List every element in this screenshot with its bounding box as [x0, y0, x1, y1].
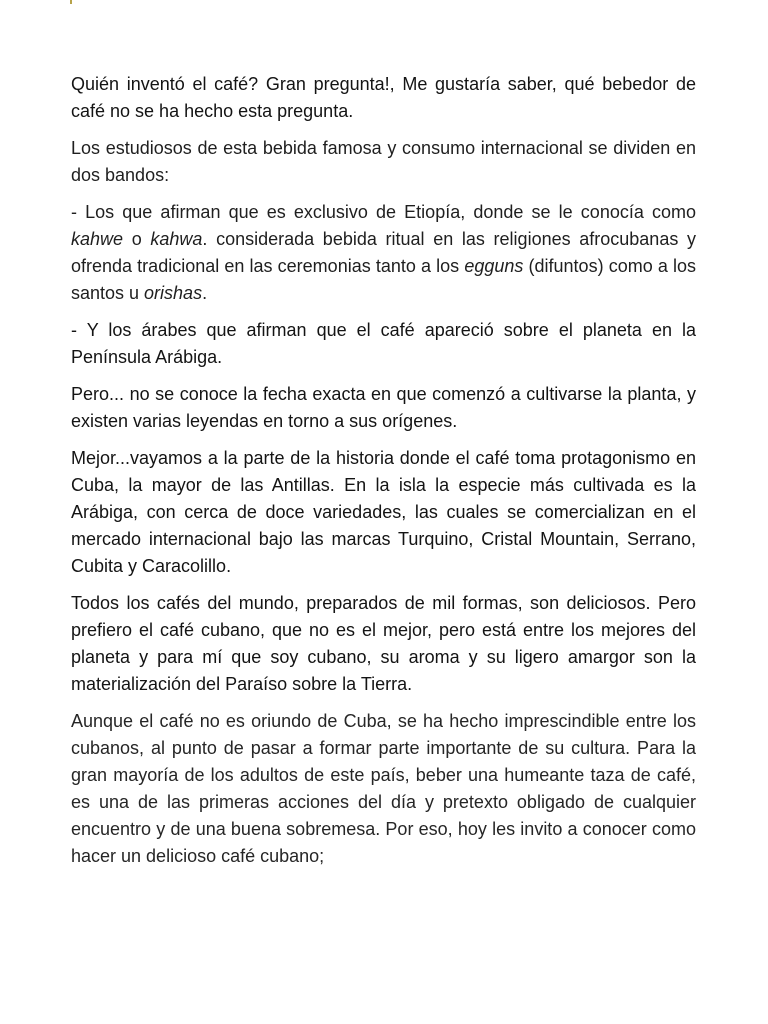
- term-kahwa: kahwa: [150, 229, 203, 249]
- paragraph-arabs: - Y los árabes que afirman que el café apareció sobre el planeta en la Península Arábiga.: [71, 320, 696, 367]
- ethiopia-text-4: (difuntos) como a los santos u: [71, 256, 697, 303]
- paragraph-two-groups: Los estudiosos de esta bebida famosa y consumo internacional se dividen en dos bandos:: [71, 138, 696, 185]
- paragraph-intro-question: Quién inventó el café? Gran pregunta!, Me gustaría saber, qué bebedor de café no se ha hecho esta pregunta.: [71, 74, 696, 121]
- ethiopia-text-2: o: [123, 229, 151, 249]
- paragraph-culture: Aunque el café no es oriundo de Cuba, se ha hecho imprescindible entre los cubanos, al punto de pasar a formar parte importante de su cultura. Para la gran mayoría de los adultos de este país, beber una humeante taza de café, es una de las primeras acciones del día y pretexto obligado de cualquier encuentro y de una buena sobremesa. Por eso, hoy les invito a conocer como hacer un delicioso café cubano;: [71, 711, 696, 866]
- page-corner-mark: [70, 0, 72, 4]
- paragraph-ethiopia: [71, 199, 696, 307]
- ethiopia-text-5: .: [202, 283, 208, 303]
- paragraph-cuba-history: Mejor...vayamos a la parte de la historia donde el café toma protagonismo en Cuba, la mayor de las Antillas. En la isla la especie más cultivada es la Arábiga, con cerca de doce variedades, las cuales se comercializan en el mercado internacional bajo las marcas Turquino, Cristal Mountain, Serrano, Cubita y Caracolillo.: [71, 448, 696, 576]
- ethiopia-text-1: - Los que afirman que es exclusivo de Etiopía, donde se le conocía como: [71, 202, 696, 222]
- term-orishas: orishas: [144, 283, 203, 303]
- term-egguns: egguns: [464, 256, 524, 276]
- paragraph-cuban-coffee: Todos los cafés del mundo, preparados de mil formas, son deliciosos. Pero prefiero el café cubano, que no es el mejor, pero está entre los mejores del planeta y para mí que soy cubano, su aroma y su ligero amargor son la materialización del Paraíso sobre la Tierra.: [71, 593, 696, 694]
- article-body: [71, 71, 696, 880]
- paragraph-unknown-origin: Pero... no se conoce la fecha exacta en que comenzó a cultivarse la planta, y existen varias leyendas en torno a sus orígenes.: [71, 384, 696, 431]
- term-kahwe: kahwe: [71, 229, 124, 249]
- ethiopia-text-3: . considerada bebida ritual en las religiones afrocubanas y ofrenda tradicional en las ceremonias tanto a los: [71, 229, 696, 276]
